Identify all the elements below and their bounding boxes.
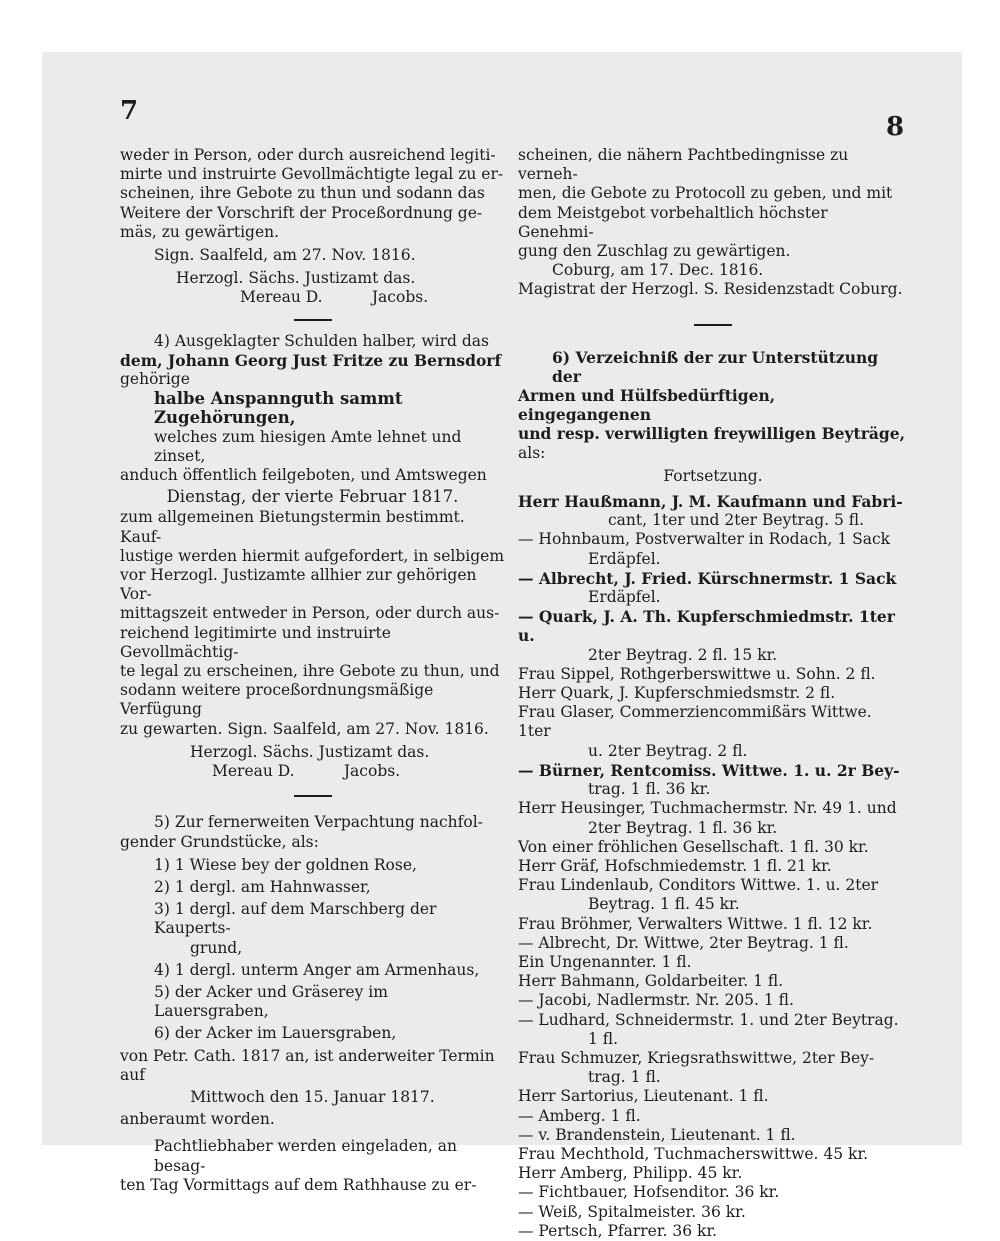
donation-line: 2ter Beytrag. 1 fl. 36 kr. bbox=[588, 818, 778, 837]
text-line: te legal zu erscheinen, ihre Gebote zu thun, und bbox=[120, 662, 500, 681]
donation-line: trag. 1 fl. bbox=[588, 1068, 661, 1087]
place-date: Coburg, am 17. Dec. 1816. bbox=[552, 261, 764, 280]
donation-line: Beytrag. 1 fl. 45 kr. bbox=[588, 895, 740, 914]
section-divider bbox=[294, 795, 332, 797]
signature-office: Herzogl. Sächs. Justizamt das. bbox=[190, 742, 430, 761]
text-line: weder in Person, oder durch ausreichend legiti- bbox=[120, 146, 496, 164]
text-line: reichend legitimirte und instruirte Gevollmächtig- bbox=[120, 623, 391, 661]
donation-line: — Ludhard, Schneidermstr. 1. und 2ter Beytrag. bbox=[518, 1010, 899, 1029]
donation-line: Frau Glaser, Commerziencommißärs Wittwe. 1ter bbox=[518, 703, 872, 741]
notice-4-object: halbe Anspannguth sammt Zugehörungen, bbox=[154, 389, 403, 428]
donation-line: Herr Bahmann, Goldarbeiter. 1 fl. bbox=[518, 972, 784, 991]
signature-office: Herzogl. Sächs. Justizamt das. bbox=[176, 269, 416, 288]
notice-4-intro: dem, Johann Georg Just Fritze zu Bernsdorf bbox=[120, 350, 502, 370]
donation-line: Herr Gräf, Hofschmiedemstr. 1 fl. 21 kr. bbox=[518, 856, 832, 875]
section-divider bbox=[294, 319, 332, 321]
list-item: 6) der Acker im Lauersgraben, bbox=[154, 1024, 397, 1043]
notice-4-intro: gehörige bbox=[120, 370, 190, 389]
donation-line: Erdäpfel. bbox=[588, 588, 661, 607]
issuing-authority: Magistrat der Herzogl. S. Residenzstadt Coburg. bbox=[518, 280, 903, 299]
donation-line: Herr Haußmann, J. M. Kaufmann und Fabri- bbox=[518, 492, 903, 512]
donation-line: Erdäpfel. bbox=[588, 549, 661, 568]
donation-line: Herr Sartorius, Lieutenant. 1 fl. bbox=[518, 1087, 769, 1106]
donation-line: — Albrecht, J. Fried. Kürschnermstr. 1 Sack bbox=[518, 568, 897, 588]
continued-label: Fortsetzung. bbox=[663, 466, 763, 485]
text-line: ten Tag Vormittags auf dem Rathhause zu er- bbox=[120, 1175, 477, 1194]
donation-line: — v. Brandenstein, Lieutenant. 1 fl. bbox=[518, 1125, 796, 1144]
text-line: lustige werden hiermit aufgefordert, in selbigem bbox=[120, 546, 505, 565]
text-line: zu gewarten. Sign. Saalfeld, am 27. Nov. 1816. bbox=[120, 719, 489, 738]
signature-place: Sign. Saalfeld, am 27. Nov. 1816. bbox=[154, 246, 416, 265]
left-column bbox=[120, 146, 505, 1195]
donation-line: Frau Mechthold, Tuchmacherswittwe. 45 kr. bbox=[518, 1144, 869, 1163]
signature-names: Mereau D. Jacobs. bbox=[212, 762, 401, 781]
text-line: gung den Zuschlag zu gewärtigen. bbox=[518, 242, 791, 261]
text-line: zum allgemeinen Bietungstermin bestimmt. Kauf- bbox=[120, 508, 465, 546]
donation-line: 2ter Beytrag. 2 fl. 15 kr. bbox=[588, 645, 778, 664]
text-line: anberaumt worden. bbox=[120, 1110, 275, 1129]
text-line: dem Meistgebot vorbehaltlich höchster Genehmi- bbox=[518, 203, 828, 241]
notice-6-title: und resp. verwilligten freywilligen Beyträge, bbox=[518, 424, 906, 444]
text-line: Weitere der Vorschrift der Proceßordnung ge- bbox=[120, 203, 483, 222]
list-item: 2) 1 dergl. am Hahnwasser, bbox=[154, 877, 371, 896]
donation-line: Herr Heusinger, Tuchmachermstr. Nr. 49 1. und bbox=[518, 799, 897, 818]
donation-line: — Hohnbaum, Postverwalter in Rodach, 1 Sack bbox=[518, 530, 891, 549]
text-line: scheinen, die nähern Pachtbedingnisse zu verneh- bbox=[518, 146, 849, 184]
right-column bbox=[518, 146, 908, 1241]
section-divider bbox=[694, 324, 732, 326]
text-line: mäs, zu gewärtigen. bbox=[120, 222, 280, 241]
donation-line: — Albrecht, Dr. Wittwe, 2ter Beytrag. 1 fl. bbox=[518, 933, 849, 952]
signature-names: Mereau D. Jacobs. bbox=[240, 288, 429, 307]
list-item: 5) der Acker und Gräserey im Lauersgraben, bbox=[154, 982, 388, 1021]
list-item: grund, bbox=[190, 938, 243, 957]
donation-line: cant, 1ter und 2ter Beytrag. 5 fl. bbox=[608, 511, 865, 530]
donation-line: — Amberg. 1 fl. bbox=[518, 1106, 641, 1125]
donation-line: — Quark, J. A. Th. Kupferschmiedmstr. 1ter u. bbox=[518, 607, 895, 646]
donation-line: Frau Bröhmer, Verwalters Wittwe. 1 fl. 12 kr. bbox=[518, 914, 873, 933]
donation-line: — Bürner, Rentcomiss. Wittwe. 1. u. 2r Bey- bbox=[518, 760, 900, 780]
notice-5-intro: 5) Zur fernerweiten Verpachtung nachfol- bbox=[154, 813, 483, 832]
notice-6-title: Armen und Hülfsbedürftigen, eingegangenen bbox=[518, 386, 776, 425]
list-item: 4) 1 dergl. unterm Anger am Armenhaus, bbox=[154, 960, 480, 979]
donation-line: Frau Lindenlaub, Conditors Wittwe. 1. u. 2ter bbox=[518, 876, 879, 895]
page-number-right: 8 bbox=[886, 112, 905, 142]
donation-line: — Fichtbauer, Hofsenditor. 36 kr. bbox=[518, 1183, 780, 1202]
text-line: mirte und instruirte Gevollmächtigte legal zu er- bbox=[120, 165, 504, 184]
text-line: vor Herzogl. Justizamte allhier zur gehörigen Vor- bbox=[120, 566, 477, 604]
donation-line: Herr Quark, J. Kupferschmiedsmstr. 2 fl. bbox=[518, 684, 836, 703]
donation-line: — Jacobi, Nadlermstr. Nr. 205. 1 fl. bbox=[518, 991, 794, 1010]
text-line: Pachtliebhaber werden eingeladen, an besag- bbox=[154, 1137, 457, 1175]
donation-line: u. 2ter Beytrag. 2 fl. bbox=[588, 741, 748, 760]
donation-line: Von einer fröhlichen Gesellschaft. 1 fl. 30 kr. bbox=[518, 837, 869, 856]
notice-6-title: 6) Verzeichniß der zur Unterstützung der bbox=[552, 347, 879, 386]
text-line: von Petr. Cath. 1817 an, ist anderweiter Termin bbox=[120, 1046, 495, 1065]
text-line: men, die Gebote zu Protocoll zu geben, und mit bbox=[518, 184, 893, 203]
notice-6-title: als: bbox=[518, 443, 546, 462]
notice-5-date: Mittwoch den 15. Januar 1817. bbox=[190, 1087, 435, 1106]
donation-line: — Weiß, Spitalmeister. 36 kr. bbox=[518, 1202, 746, 1221]
notice-5-intro: gender Grundstücke, als: bbox=[120, 832, 319, 851]
text-line: auf bbox=[120, 1065, 145, 1084]
notice-4-date: Dienstag, der vierte Februar 1817. bbox=[166, 487, 459, 507]
donation-line: trag. 1 fl. 36 kr. bbox=[588, 780, 711, 799]
text-line: welches zum hiesigen Amte lehnet und zinset, bbox=[154, 427, 462, 465]
donation-line: — Pertsch, Pfarrer. 36 kr. bbox=[518, 1221, 718, 1240]
donation-line: 1 fl. bbox=[588, 1029, 619, 1048]
list-item: 1) 1 Wiese bey der goldnen Rose, bbox=[154, 855, 417, 874]
donation-line: Frau Schmuzer, Kriegsrathswittwe, 2ter Bey- bbox=[518, 1048, 875, 1067]
text-line: sodann weitere proceßordnungsmäßige Verfügung bbox=[120, 681, 434, 719]
donation-line: Ein Ungenannter. 1 fl. bbox=[518, 952, 692, 971]
donation-line: Frau Sippel, Rothgerberswittwe u. Sohn. 2 fl. bbox=[518, 664, 876, 683]
notice-4-intro: 4) Ausgeklagter Schulden halber, wird das bbox=[154, 331, 489, 350]
donation-line: Herr Amberg, Philipp. 45 kr. bbox=[518, 1164, 743, 1183]
text-line: scheinen, ihre Gebote zu thun und sodann das bbox=[120, 184, 485, 203]
list-item: 3) 1 dergl. auf dem Marschberg der Kauperts- bbox=[154, 900, 437, 938]
page-number-left: 7 bbox=[120, 96, 139, 126]
text-line: mittagszeit entweder in Person, oder durch aus- bbox=[120, 604, 500, 623]
text-line: anduch öffentlich feilgeboten, und Amtswegen bbox=[120, 466, 487, 485]
